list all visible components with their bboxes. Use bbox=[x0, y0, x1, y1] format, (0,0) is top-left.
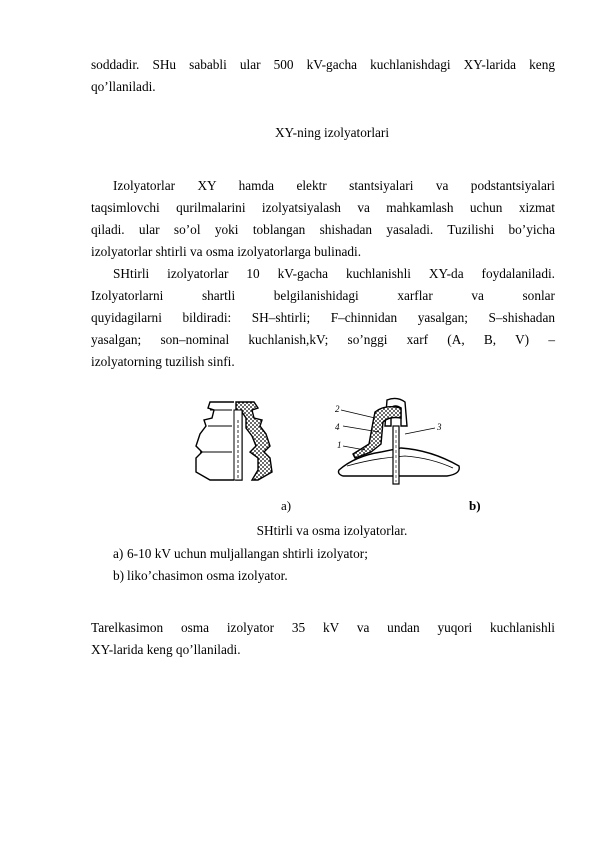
text-line: Izolyatorlarni shartli belgilanishidagi xarflar va sonlar bbox=[91, 288, 555, 303]
list-item-text: liko’chasimon osma izolyator. bbox=[127, 568, 288, 583]
text-line: taqsimlovchi qurilmalarini izolyatsiyalash va mahkamlash uchun xizmat bbox=[91, 200, 555, 215]
callout-2: 2 bbox=[335, 404, 340, 414]
disc-insulator-paragraph bbox=[91, 617, 555, 661]
callout-leader bbox=[341, 410, 375, 418]
section-heading: XY-ning izolyatorlari bbox=[274, 125, 390, 140]
section-heading-wrap bbox=[100, 122, 564, 144]
text-line: XY-larida keng qo’llaniladi. bbox=[91, 642, 241, 657]
figure-caption: SHtirli va osma izolyatorlar. bbox=[256, 523, 408, 538]
callout-3: 3 bbox=[437, 422, 442, 432]
callout-1: 1 bbox=[337, 440, 342, 450]
figure-label-a: a) bbox=[281, 498, 292, 513]
insulators-paragraph bbox=[91, 175, 555, 263]
pin-insulator-paragraph bbox=[91, 263, 555, 373]
list-item bbox=[91, 543, 555, 565]
text-line: yasalgan; son–nominal kuchlanish,kV; so’nggi xarf (A, B, V) – bbox=[91, 332, 555, 347]
list-marker: b) bbox=[113, 568, 125, 583]
text-line: izolyatorning tuzilish sinfi. bbox=[91, 354, 235, 369]
text-line: qiladi. ular so’ol yoki toblangan shishadan yasaladi. Tuzilishi bo’yicha bbox=[91, 222, 555, 237]
text-line: Izolyatorlar XY hamda elektr stantsiyalari va podstantsiyalari bbox=[113, 178, 555, 193]
pin-insulator-drawing bbox=[192, 400, 277, 482]
text-line: soddadir. SHu sababli ular 500 kV-gacha kuchlanishdagi XY-larida keng bbox=[91, 57, 555, 72]
text-line: izolyatorlar shtirli va osma izolyatorlarga bulinadi. bbox=[91, 244, 362, 259]
suspension-insulator-drawing bbox=[335, 396, 463, 486]
text-line: qo’llaniladi. bbox=[91, 79, 156, 94]
text-line: Tarelkasimon osma izolyator 35 kV va undan yuqori kuchlanishli bbox=[91, 620, 555, 635]
text-line: SHtirli izolyatorlar 10 kV-gacha kuchlanishli XY-da foydalaniladi. bbox=[113, 266, 555, 281]
list-item-text: 6-10 kV uchun muljallangan shtirli izolyator; bbox=[127, 546, 368, 561]
figure-caption-wrap bbox=[100, 520, 564, 542]
list-marker: a) bbox=[113, 546, 124, 561]
figure-legend-list bbox=[91, 543, 555, 587]
callout-4: 4 bbox=[335, 422, 340, 432]
text-line: quyidagilarni bildiradi: SH–shtirli; F–chinnidan yasalgan; S–shishadan bbox=[91, 310, 555, 325]
intro-paragraph bbox=[91, 54, 555, 98]
figure-label-b: b) bbox=[469, 498, 481, 513]
callout-leader bbox=[405, 428, 435, 434]
list-item bbox=[91, 565, 555, 587]
